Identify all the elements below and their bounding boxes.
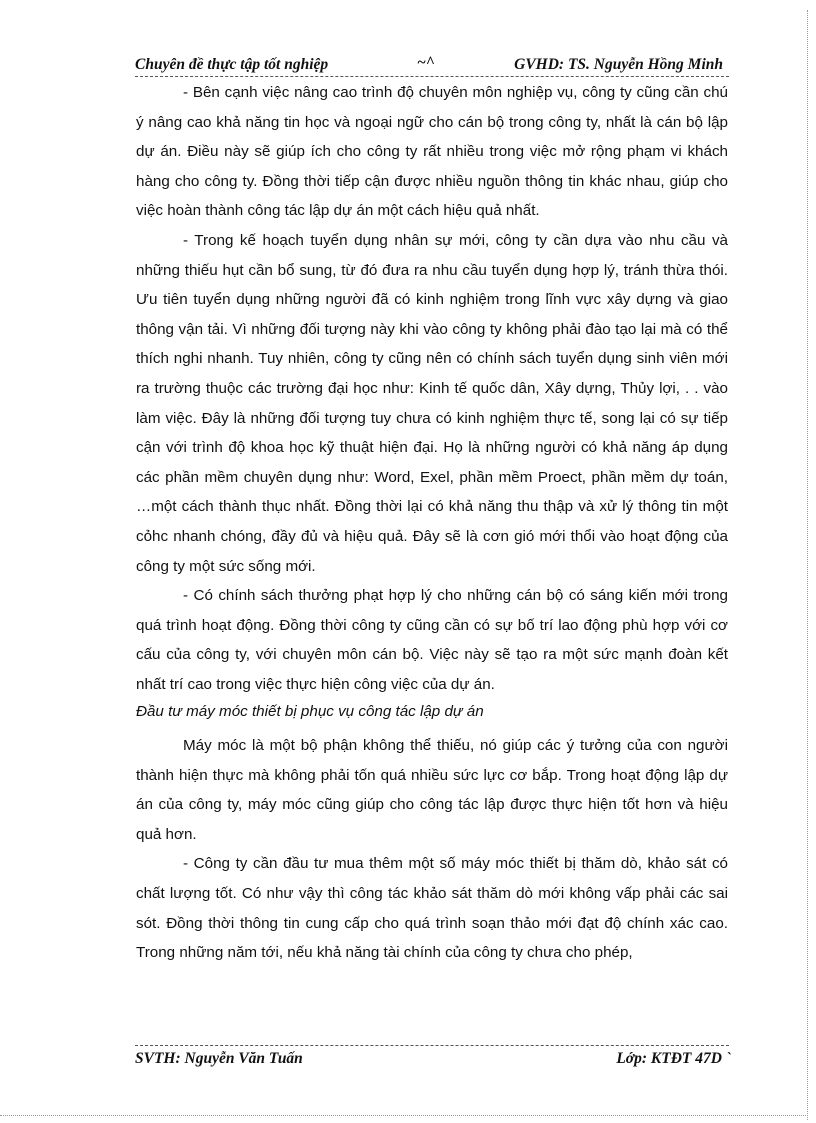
paragraph: Máy móc là một bộ phận không thể thiếu, nó giúp các ý tưởng của con người thành hiện thực mà không phải tốn quá nhiều sức lực cơ bắp. Trong hoạt động lập dự án của công ty, máy móc cũng giúp cho công tác lập được thực hiện tốt hơn và hiệu quả hơn. xyxy=(136,737,728,843)
header-advisor: GVHD: TS. Nguyễn Hồng Minh xyxy=(514,56,723,73)
page-footer xyxy=(135,1045,729,1068)
header-title: Chuyên đề thực tập tốt nghiệp xyxy=(135,56,329,73)
paragraph: - Công ty cần đầu tư mua thêm một số máy móc thiết bị thăm dò, khảo sát có chất lượng tốt. Có như vậy thì công tác khảo sát thăm dò mới không vấp phải các sai sót. Đồng thời thông tin cung cấp cho quá trình soạn thảo mới đạt độ chính xác cao. Trong những năm tới, nếu khả năng tài chính của công ty chưa cho phép, xyxy=(136,855,728,962)
paragraph: - Bên cạnh việc nâng cao trình độ chuyên môn nghiệp vụ, công ty cũng cần chú ý nâng cao khả năng tin học và ngoại ngữ cho cán bộ trong công ty, nhất là cán bộ lập dự án. Điều này sẽ giúp ích cho công ty rất nhiều trong việc mở rộng phạm vi khách hàng cho công ty. Đồng thời tiếp cận được nhiều nguồn thông tin khác nhau, giúp cho việc hoàn thành công tác lập dự án một cách hiệu quả nhất. xyxy=(136,84,728,220)
footer-student: SVTH: Nguyễn Văn Tuấn xyxy=(135,1050,303,1067)
page-header xyxy=(135,56,729,77)
page-border-right xyxy=(807,10,808,1120)
page-border-bottom xyxy=(0,1115,808,1116)
header-mark: ~^ xyxy=(417,54,435,71)
document-body xyxy=(136,78,728,968)
section-heading: Đầu tư máy móc thiết bị phục vụ công tác lập dự án xyxy=(136,703,484,721)
paragraph: - Có chính sách thưởng phạt hợp lý cho những cán bộ có sáng kiến mới trong quá trình hoạt động. Đồng thời công ty cũng cần có sự bố trí lao động phù hợp với cơ cấu của công ty, với chuyên môn cán bộ. Việc này sẽ tạo ra một sức mạnh đoàn kết nhất trí cao trong việc thực hiện công việc của dự án. xyxy=(136,587,728,693)
footer-class: Lớp: KTĐT 47D ` xyxy=(616,1050,731,1067)
paragraph: - Trong kế hoạch tuyển dụng nhân sự mới, công ty cần dựa vào nhu cầu và những thiếu hụt cần bổ sung, từ đó đưa ra nhu cầu tuyển dụng hợp lý, tránh thừa thói. Ưu tiên tuyển dụng những người đã có kinh nghiệm trong lĩnh vực xây dựng và giao thông vận tải. Vì những đối tượng này khi vào công ty không phải đào tạo lại mà có thể thích nghi nhanh. Tuy nhiên, công ty cũng nên có chính sách tuyển dụng sinh viên mới ra trường thuộc các trường đại học như: Kinh tế quốc dân, Xây dựng, Thủy lợi, . . vào làm việc. Đây là những đối tượng tuy chưa có kinh nghiệm thực tế, song lại có sự tiếp cận với trình độ khoa học kỹ thuật hiện đại. Họ là những người có khả năng áp dụng các phần mềm chuyên dụng như: Word, Exel, phần mềm Proect, phần mềm dự toán, …một cách thành thục nhất. Đồng thời lại có khả năng thu thập và xử lý thông tin một cỏhc nhanh chóng, đầy đủ và hiệu quả. Đây sẽ là cơn gió mới thổi vào hoạt động của công ty một sức sống mới. xyxy=(136,231,728,575)
